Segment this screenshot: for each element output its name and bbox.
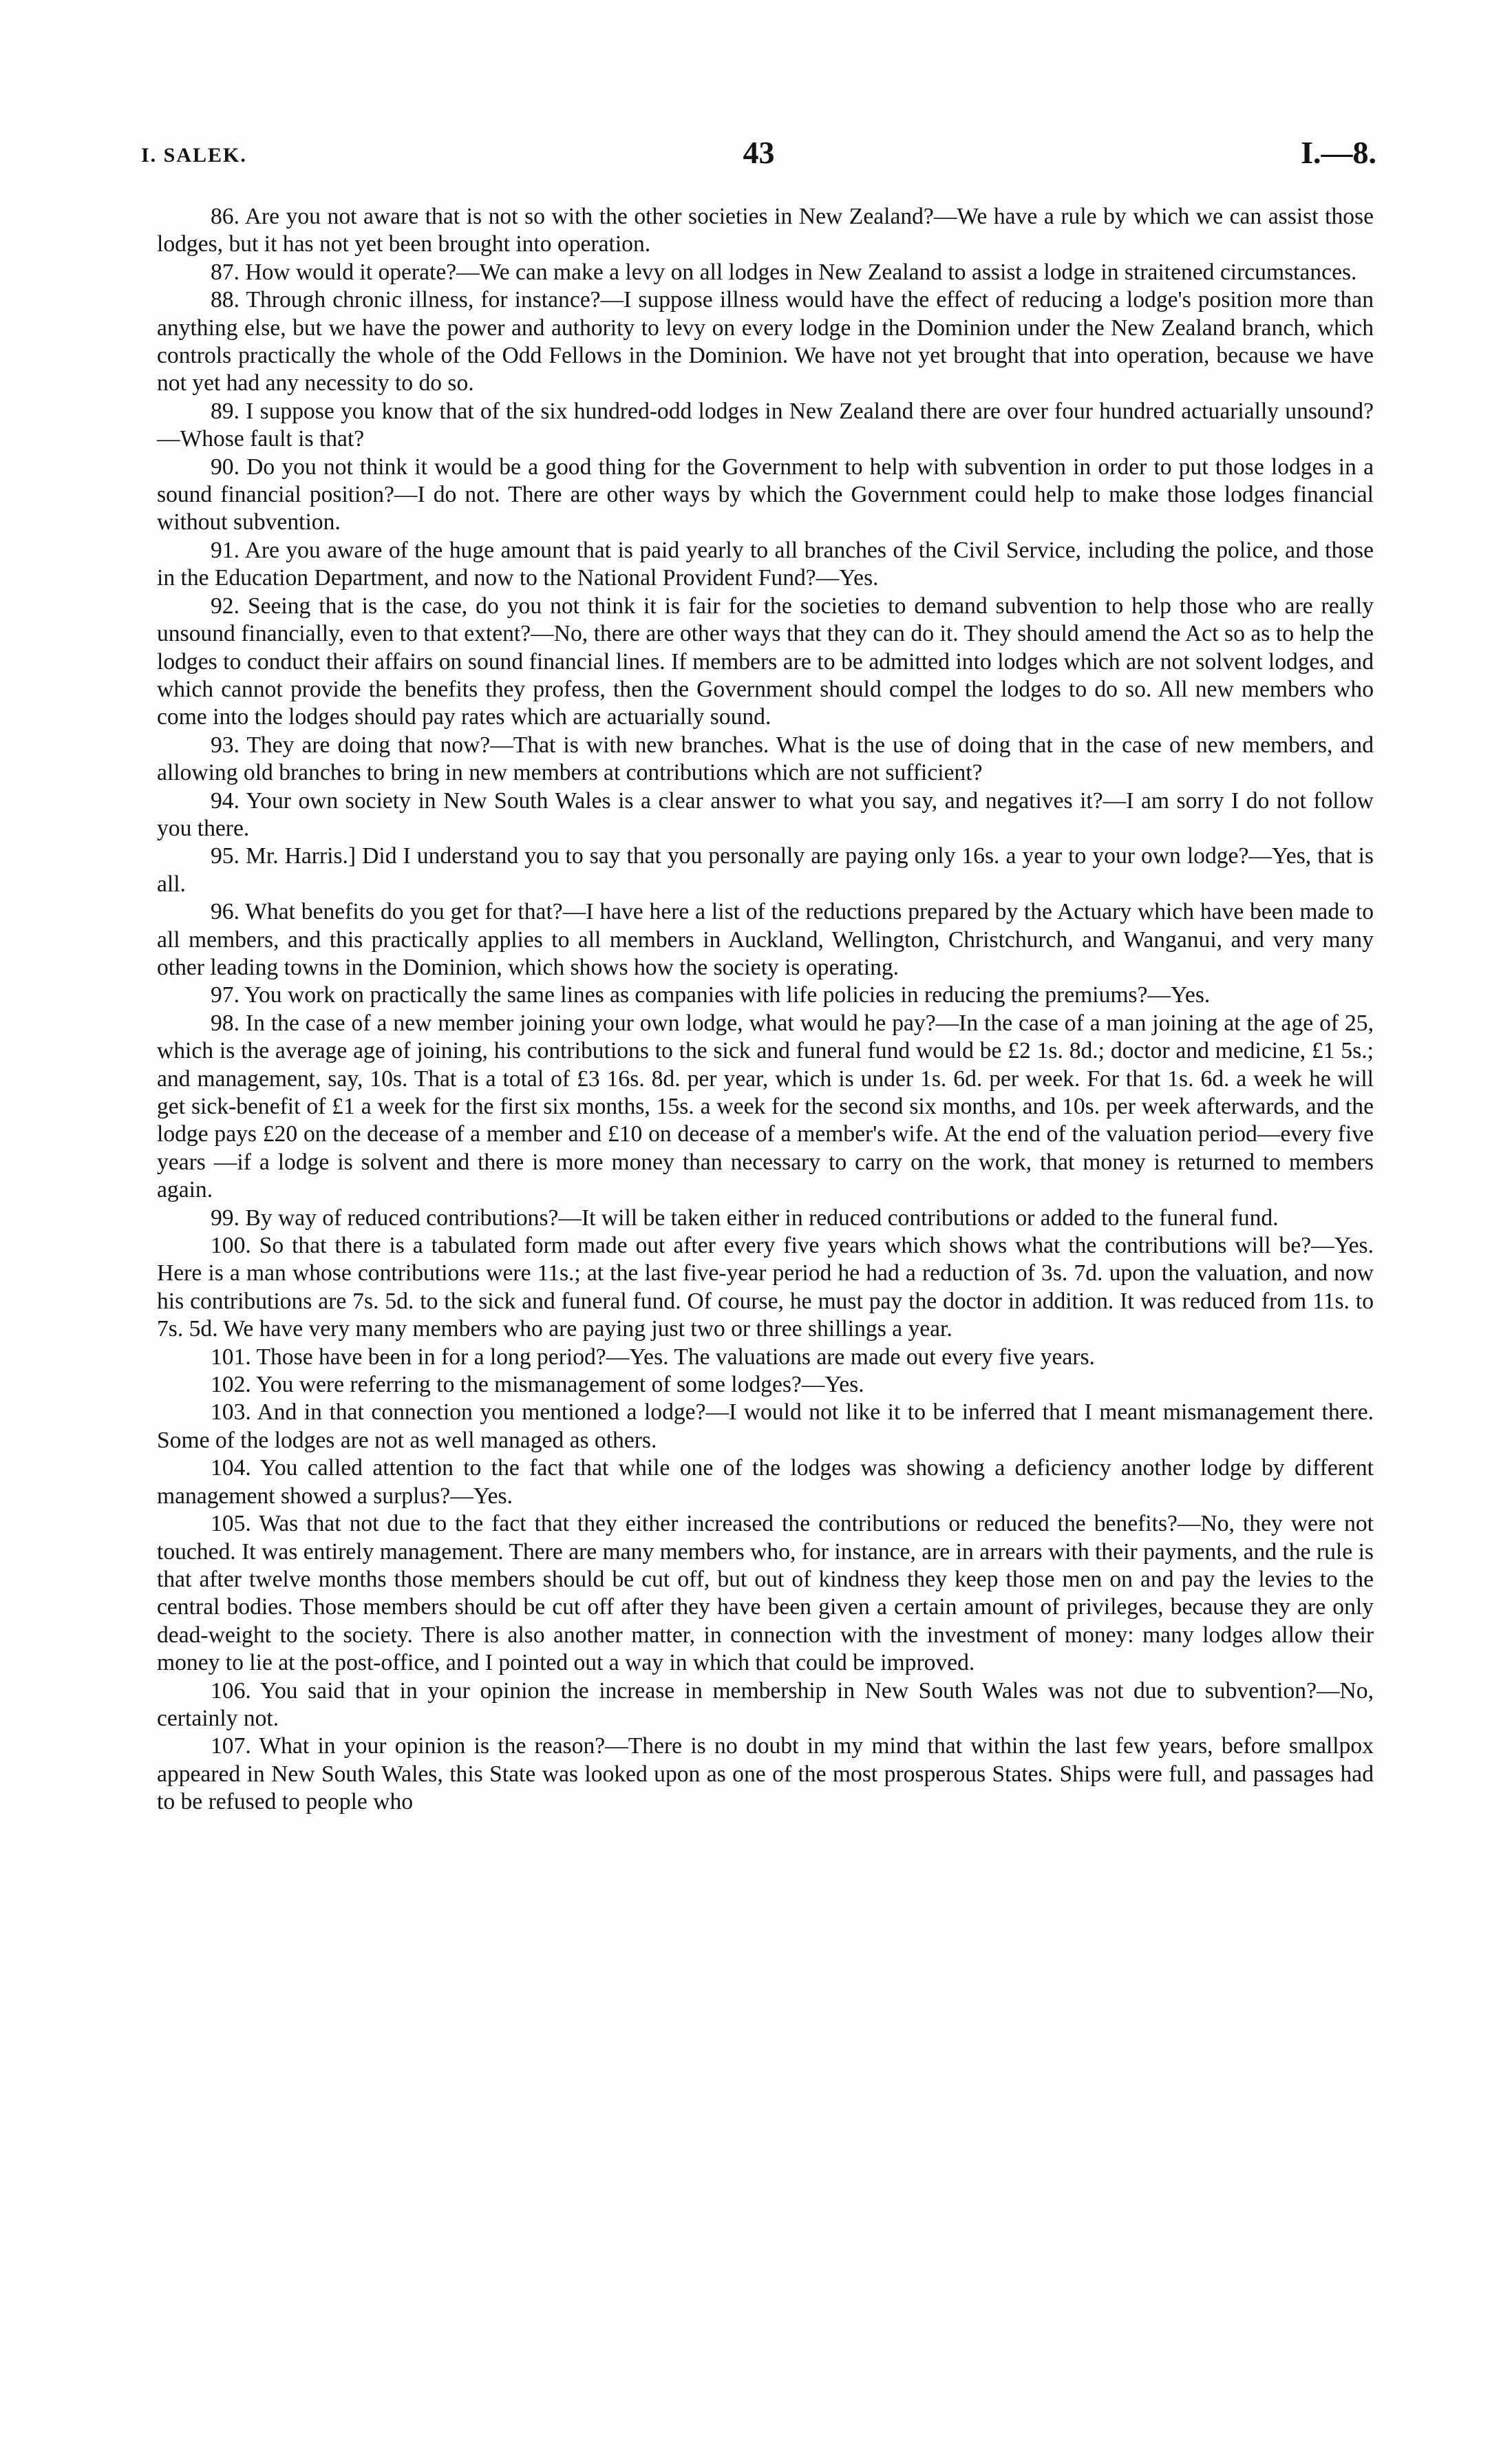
question-96: 96. What benefits do you get for that?—I have here a list of the reductions prepared by the Actuary which have been made to all members, and this practically applies to all members in Auckland, Wellington, Christchurch, and Wanganui, and very many other leading towns in the Dominion, which shows how the society is operating. (157, 899, 1374, 980)
question-102: 102. You were referring to the mismanagement of some lodges?—Yes. (211, 1372, 864, 1398)
question-99: 99. By way of reduced contributions?—It will be taken either in reduced contributions or added to the funeral fund. (211, 1205, 1279, 1231)
header-witness-name: I. SALEK. (141, 144, 247, 167)
page-number: 43 (743, 135, 775, 170)
question-106: 106. You said that in your opinion the increase in membership in New South Wales was not due to subvention?—No, certainly not. (157, 1677, 1374, 1731)
question-100: 100. So that there is a tabulated form made out after every five years which shows what the contributions will be?—Yes. Here is a man whose contributions were 11s.; at the last five-year period he had a reduction of 3s. 7d. upon the valuation, and now his contributions are 7s. 5d. to the sick and funeral fund. Of course, he must pay the doctor in addition. It was reduced from 11s. to 7s. 5d. We have very many members who are paying just two or three shillings a year. (157, 1233, 1374, 1342)
page-header (141, 134, 1376, 176)
question-93: 93. They are doing that now?—That is with new branches. What is the use of doing that in the case of new members, and allowing old branches to bring in new members at contributions which are not sufficient? (157, 732, 1374, 786)
question-87: 87. How would it operate?—We can make a levy on all lodges in New Zealand to assist a lodge in straitened circumstances. (211, 259, 1357, 285)
question-103: 103. And in that connection you mentioned a lodge?—I would not like it to be inferred that I meant mismanagement there. Some of the lodges are not as well managed as others. (157, 1399, 1374, 1453)
question-94: 94. Your own society in New South Wales is a clear answer to what you say, and negatives it?—I am sorry I do not follow you there. (157, 787, 1374, 841)
question-101: 101. Those have been in for a long period?—Yes. The valuations are made out every five years. (211, 1344, 1095, 1370)
question-104: 104. You called attention to the fact that while one of the lodges was showing a deficiency another lodge by different management showed a surplus?—Yes. (157, 1455, 1374, 1509)
question-95: 95. Mr. Harris.] Did I understand you to say that you personally are paying only 16s. a year to your own lodge?—Yes, that is all. (157, 843, 1374, 897)
question-105: 105. Was that not due to the fact that they either increased the contributions or reduced the benefits?—No, they were not touched. It was entirely management. There are many members who, for instance, are in arrears with their payments, and the rule is that after twelve months those members should be cut off, but out of kindness they keep those men on and pay the levies to the central bodies. Those members should be cut off after they have been given a certain amount of privileges, because they are only dead-weight to the society. There is also another matter, in connection with the investment of money: many lodges allow their money to lie at the post-office, and I pointed out a way in which that could be improved. (157, 1511, 1374, 1676)
question-97: 97. You work on practically the same lines as companies with life policies in reducing the premiums?—Yes. (211, 982, 1211, 1008)
question-86: 86. Are you not aware that is not so with the other societies in New Zealand?—We have a rule by which we can assist those lodges, but it has not yet been brought into operation. (157, 204, 1374, 257)
evidence-text (157, 203, 1374, 1816)
question-89: 89. I suppose you know that of the six hundred-odd lodges in New Zealand there are over four hundred actuarially unsound?—Whose fault is that? (157, 398, 1374, 452)
paper-reference: I.—8. (1301, 135, 1376, 170)
question-107: 107. What in your opinion is the reason?—There is no doubt in my mind that within the last few years, before smallpox appeared in New South Wales, this State was looked upon as one of the most prosperous States. Ships were full, and passages had to be refused to people who (157, 1733, 1374, 1815)
question-91: 91. Are you aware of the huge amount that is paid yearly to all branches of the Civil Service, including the police, and those in the Education Department, and now to the National Provident Fund?—Yes. (157, 537, 1374, 591)
question-92: 92. Seeing that is the case, do you not think it is fair for the societies to demand subvention to help those who are really unsound financially, even to that extent?—No, there are other ways that they can do it. They should amend the Act so as to help the lodges to conduct their affairs on sound financial lines. If members are to be admitted into lodges which are not solvent lodges, and which cannot provide the benefits they profess, then the Government should compel the lodges to do so. All new members who come into the lodges should pay rates which are actuarially sound. (157, 593, 1374, 730)
question-90: 90. Do you not think it would be a good thing for the Government to help with subvention in order to put those lodges in a sound financial position?—I do not. There are other ways by which the Government could help to make those lodges financial without subvention. (157, 454, 1374, 536)
question-98: 98. In the case of a new member joining your own lodge, what would he pay?—In the case of a man joining at the age of 25, which is the average age of joining, his contributions to the sick and funeral fund would be £2 1s. 8d.; doctor and medicine, £1 5s.; and management, say, 10s. That is a total of £3 16s. 8d. per year, which is under 1s. 6d. per week. For that 1s. 6d. a week he will get sick-benefit of £1 a week for the first six months, 15s. a week for the second six months, and 10s. per week afterwards, and the lodge pays £20 on the decease of a member and £10 on decease of a member's wife. At the end of the valuation period—every five years —if a lodge is solvent and there is more money than necessary to carry on the work, that money is returned to members again. (157, 1010, 1374, 1203)
question-88: 88. Through chronic illness, for instance?—I suppose illness would have the effect of reducing a lodge's position more than anything else, but we have the power and authority to levy on every lodge in the Dominion under the New Zealand branch, which controls practically the whole of the Odd Fellows in the Dominion. We have not yet brought that into operation, because we have not yet had any necessity to do so. (157, 287, 1374, 396)
